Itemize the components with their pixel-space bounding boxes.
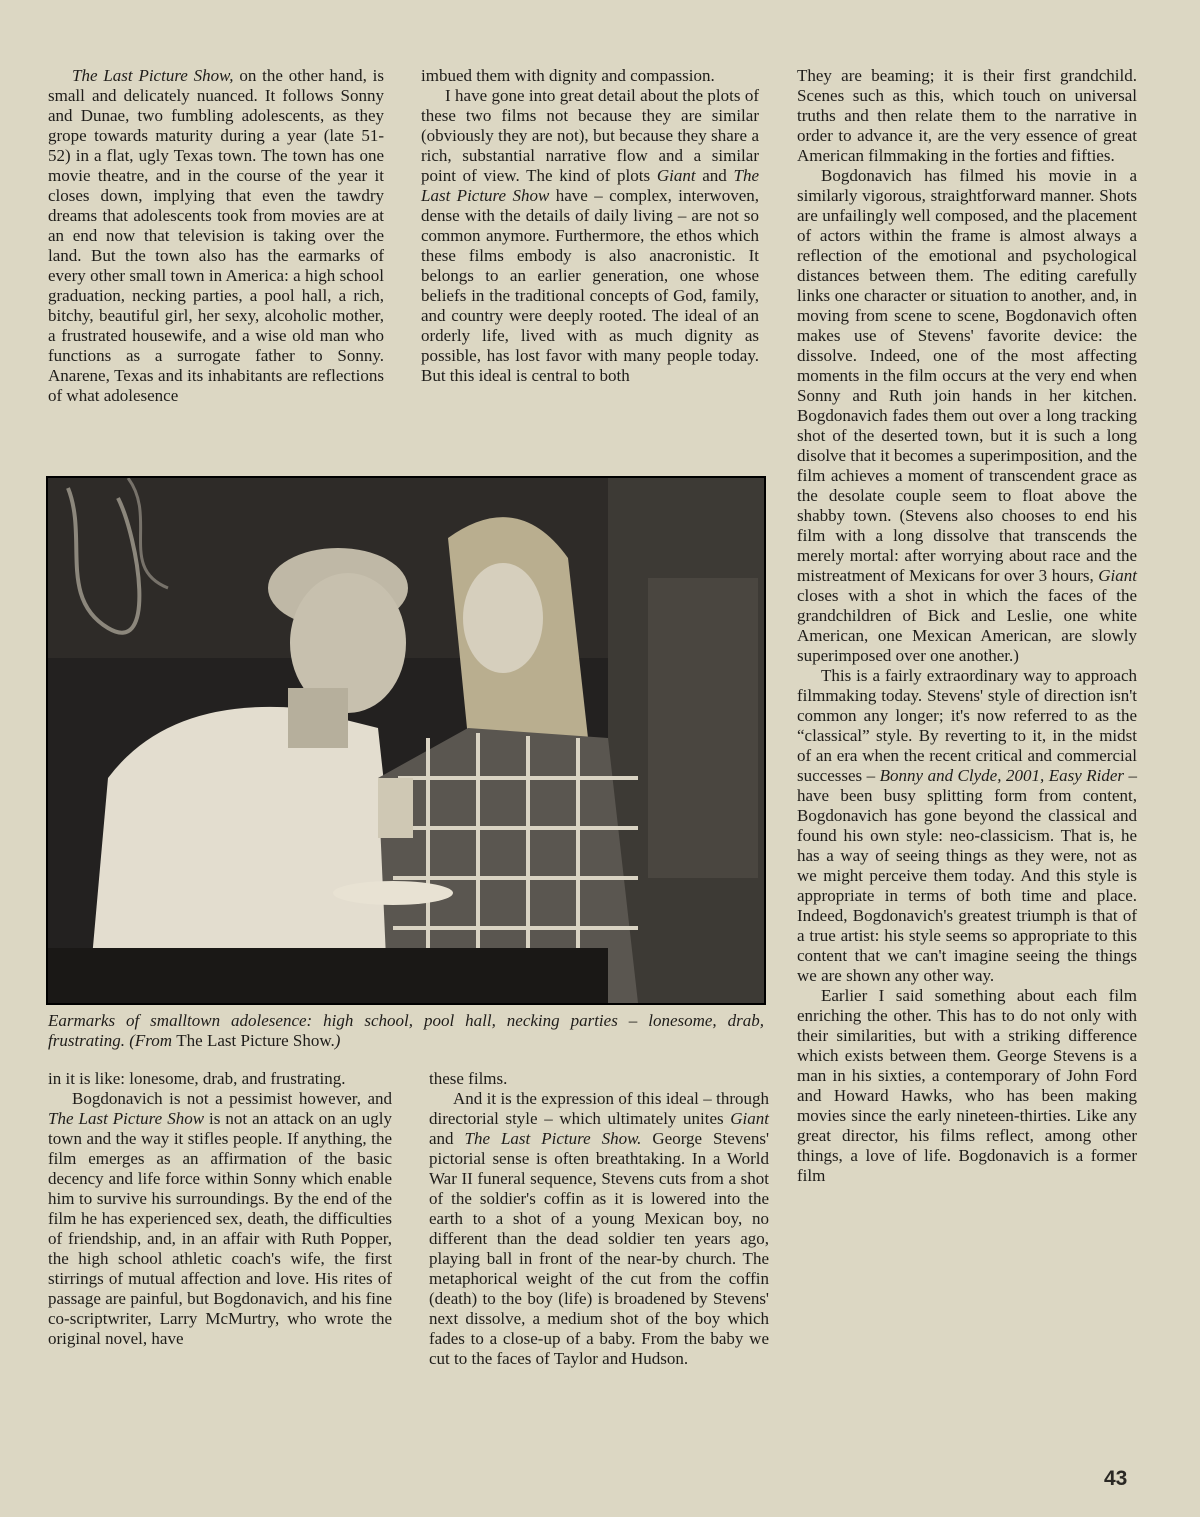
page-number: 43 (1104, 1467, 1128, 1490)
paragraph (797, 166, 1137, 666)
film-title: Giant (656, 166, 696, 185)
paragraph (421, 86, 759, 386)
paragraph: imbued them with dignity and compassion. (421, 66, 715, 85)
film-title: Giant (1098, 566, 1137, 585)
film-title: Giant (730, 1109, 769, 1128)
paragraph: Earlier I said something about each film enriching the other. This has to do not only with their similarities, but with a striking difference which exists between them. George Stevens is a man in his sixties, a contemporary of John Ford and Howard Hawks, who has been making movies since the early nineteen-thirties. Like any great director, his films reflect, among other things, a love of life. Bogdonavich is a former film (797, 986, 1137, 1185)
paragraph: in it is like: lonesome, drab, and frustrating. (48, 1069, 346, 1088)
paragraph: these films. (429, 1069, 508, 1088)
paragraph-text: have – complex, interwoven, dense with the details of daily living – are not so common anymore. Furthermore, the ethos which these films embody is also anacronistic. It belongs to an earlier generation, one whose beliefs in the traditional concepts of God, family, and country were deeply rooted. The ideal of an orderly life, lived with as much dignity as possible, has lost favor with many people today. But this ideal is central to both (421, 186, 759, 385)
film-still-photo (46, 476, 766, 1005)
caption-text: Earmarks of smalltown adolesence: high school, pool hall, necking parties – lonesome, drab, frustrating. (From (48, 1011, 764, 1050)
paragraph-text: – have been busy splitting form from content, Bogdonavich has gone beyond the classical and found his own style: neo-classicism. That is, he has a way of seeing things as they were, not as we might perceive them today. And this style is appropriate in terms of both time and place. Indeed, Bogdonavich's greatest triumph is that of a true artist: his style seems so appropriate to this content that we can't imagine seeing the things we are shown any other way. (797, 766, 1137, 985)
paragraph-text: I have gone into great detail about the plots of these two films not because they are similar (obviously they are not), but because they share a rich, substantial narrative flow and a similar point of view. The kind of plots (421, 86, 759, 185)
caption-text: ) (334, 1031, 341, 1050)
paragraph-text: Bogdonavich is not a pessimist however, and (72, 1089, 392, 1108)
article-column-2-bottom (429, 1069, 769, 1369)
article-column-1-top (48, 66, 384, 406)
paragraph-text: closes with a shot in which the faces of the grandchildren of Bick and Leslie, one white American, one Mexican American, are slowly superimposed over one another.) (797, 586, 1137, 665)
paragraph (48, 66, 384, 406)
article-column-3 (797, 66, 1137, 1186)
photo-caption (48, 1011, 764, 1051)
paragraph-text: and (695, 166, 734, 185)
paragraph-text: on the other hand, is small and delicately nuanced. It follows Sonny and Dunae, two fumbling adolescents, as they grope towards maturity during a year (late 51-52) in a flat, ugly Texas town. The town has one movie theatre, and in the course of the year it closes down, implying that even the tawdry dreams that adolescents took from movies are at an end now that television is taking over the land. But the town also has the earmarks of every other small town in America: a high school graduation, necking parties, a pool hall, a rich, bitchy, beautiful girl, her sexy, alcoholic mother, a frustrated housewife, and a wise old man who functions as a surrogate father to Sonny. Anarene, Texas and its inhabitants are reflections of what adolesence (48, 66, 384, 405)
article-column-2-top (421, 66, 759, 386)
paragraph-text: George Stevens' pictorial sense is often breathtaking. In a World War II funeral sequence, Stevens cuts from a shot of the soldier's coffin as it is lowered into the earth to a shot of a young Mexican boy, no different than the dead soldier ten years ago, playing ball in front of the near-by church. The metaphorical weight of the cut from the coffin (death) to the boy (life) is broadened by Stevens' next dissolve, a medium shot of the boy which fades to a close-up of a baby. From the baby we cut to the faces of Taylor and Hudson. (429, 1129, 770, 1368)
film-title: The Last Picture Show, (72, 66, 234, 85)
film-titles: Bonny and Clyde, 2001, Easy Rider (879, 766, 1124, 785)
paragraph: They are beaming; it is their first grandchild. Scenes such as this, which touch on universal truths and then relate them to the narrative in order to advance it, are the very essence of great American filmmaking in the forties and fifties. (797, 66, 1137, 165)
paragraph (48, 1089, 392, 1349)
paragraph-text: is not an attack on an ugly town and the way it stifles people. If anything, the film emerges as an affirmation of the basic decency and life force within Sonny which enable him to survive his surroundings. By the end of the film he has experienced sex, death, the difficulties of friendship, and, in an affair with Ruth Popper, the high school athletic coach's wife, the first stirrings of mutual affection and love. His rites of passage are painful, but Bogdonavich, and his fine co-scriptwriter, Larry McMurtry, who wrote the original novel, have (48, 1109, 392, 1348)
film-title: The Last Picture Show (48, 1109, 205, 1128)
paragraph (797, 666, 1137, 986)
film-title: The Last Picture Show (421, 166, 760, 205)
paragraph-text: And it is the expression of this ideal – through directorial style – which ultimately unites (429, 1089, 769, 1128)
caption-film-title: The Last Picture Show. (176, 1031, 335, 1050)
article-column-1-bottom (48, 1069, 392, 1349)
film-still-illustration (48, 478, 764, 1003)
film-title: The Last Picture Show. (464, 1129, 642, 1148)
paragraph-text: and (429, 1129, 465, 1148)
paragraph-text: Bogdonavich has filmed his movie in a similarly vigorous, straightforward manner. Shots are unfailingly well composed, and the placement of actors within the frame is almost always a reflection of the emotional and psychological distances between them. The editing carefully links one character or situation to another, and, in moving from scene to scene, Bogdonavich often makes use of Stevens' favorite device: the dissolve. Indeed, one of the most affecting moments in the film occurs at the very end when Sonny and Ruth join hands in her kitchen. Bogdonavich fades them out over a long tracking shot of the deserted town, but it is such a long disolve that it becomes a superimposition, and the film achieves a moment of transcendent grace as the desolate couple seem to float above the shabby town. (Stevens also chooses to end his film with a long dissolve that transcends the merely mortal: after worrying about race and the mistreatment of Mexicans for over 3 hours, (797, 166, 1137, 585)
paragraph (429, 1089, 769, 1369)
paragraph-text: This is a fairly extraordinary way to approach filmmaking today. Stevens' style of direction isn't common any longer; it's now referred to as the “classical” style. By reverting to it, in the midst of an era when the recent critical and commercial successes – (797, 666, 1137, 785)
